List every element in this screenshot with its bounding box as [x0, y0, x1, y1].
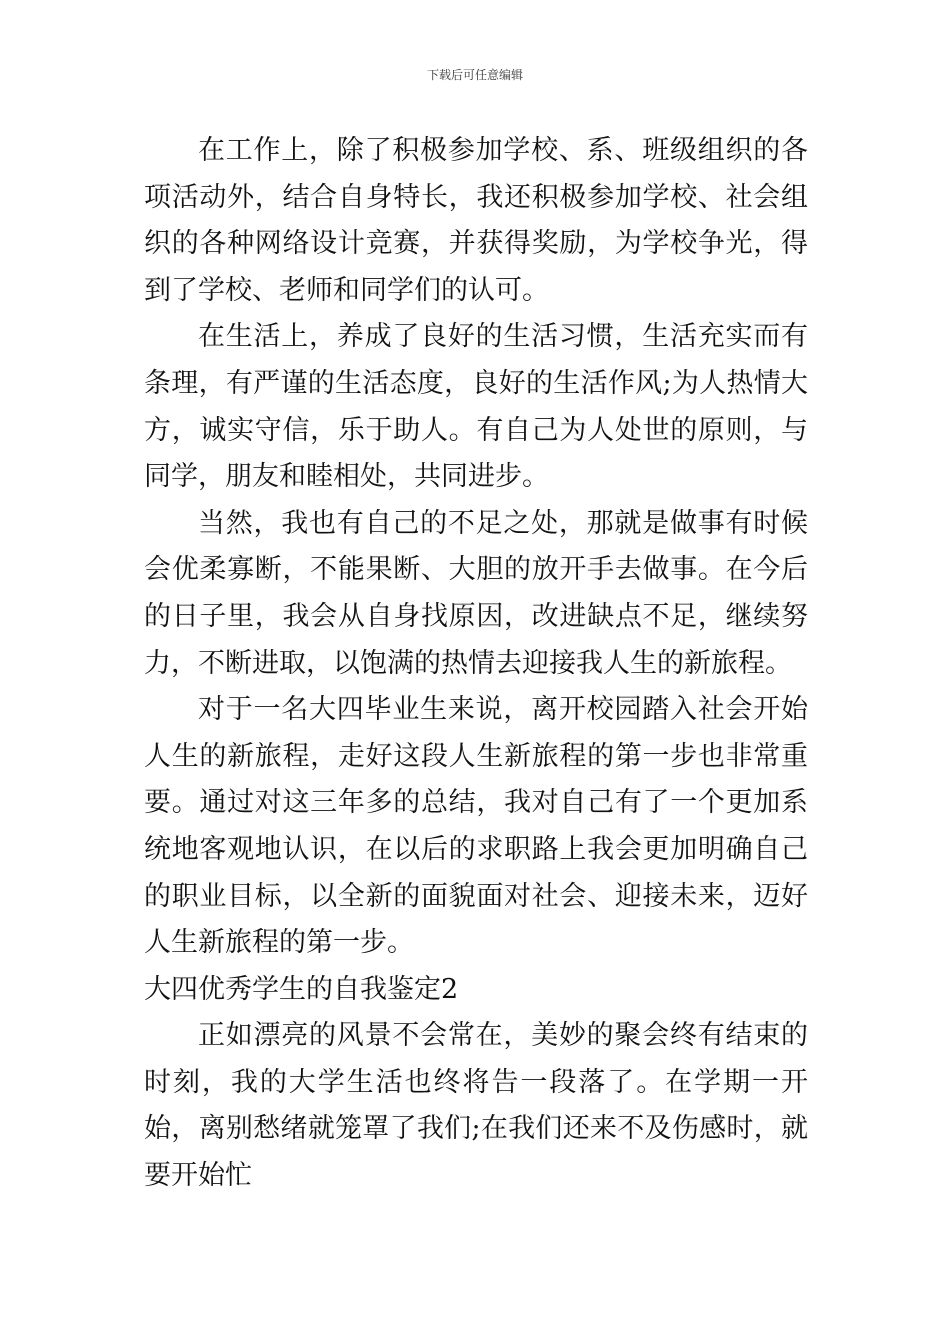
paragraph-shortcomings: 当然，我也有自己的不足之处，那就是做事有时候会优柔寡断，不能果断、大胆的放开手去做事。在今后的日子里，我会从自身找原因，改进缺点不足，继续努力，不断进取，以饱满的热情去迎接我人生的新旅程。: [144, 507, 808, 679]
paragraph-conclusion: 对于一名大四毕业生来说，离开校园踏入社会开始人生的新旅程，走好这段人生新旅程的第一步也非常重要。通过对这三年多的总结，我对自己有了一个更加系统地客观地认识，在以后的求职路上我会更加明确自己的职业目标，以全新的面貌面对社会、迎接未来，迈好人生新旅程的第一步。: [144, 694, 808, 959]
paragraph-work: 在工作上，除了积极参加学校、系、班级组织的各项活动外，结合自身特长，我还积极参加学校、社会组织的各种网络设计竞赛，并获得奖励，为学校争光，得到了学校、老师和同学们的认可。: [144, 135, 808, 306]
paragraph-life: 在生活上，养成了良好的生活习惯，生活充实而有条理，有严谨的生活态度，良好的生活作风;为人热情大方，诚实守信，乐于助人。有自己为人处世的原则，与同学，朋友和睦相处，共同进步。: [144, 321, 808, 493]
section-heading: 大四优秀学生的自我鉴定2: [144, 973, 459, 1005]
page-header-note: 下载后可任意编辑: [426, 68, 523, 82]
paragraph-section2-intro: 正如漂亮的风景不会常在，美妙的聚会终有结束的时刻，我的大学生活也终将告一段落了。在学期一开始，离别愁绪就笼罩了我们;在我们还来不及伤感时，就要开始忙: [144, 1020, 808, 1192]
document-body: [144, 128, 808, 1200]
